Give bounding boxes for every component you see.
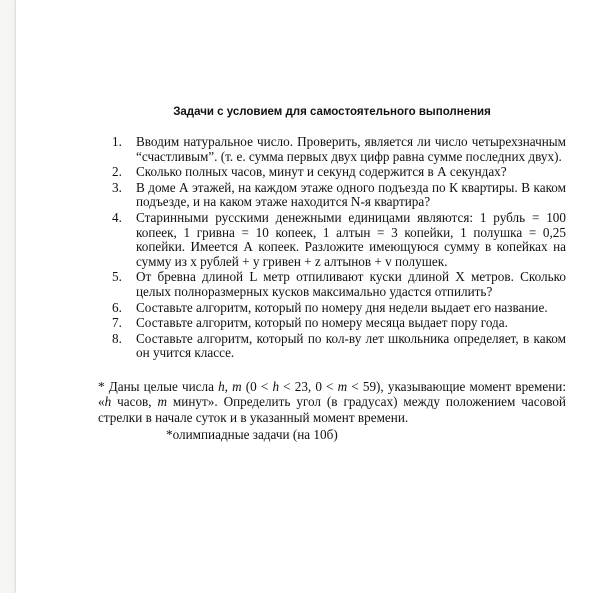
task-text: Старинными русскими денежными единицами являются: 1 рубль = 100 копеек, 1 гривна = 10 копеек, 1 алтын = 3 копейки, 1 полушка = 0,25 копейки. Имеется А копеек. Разложите имеющуюся сумму в копейках на сумму из x рублей + y гривен + z алтынов + v полушек. [136,209,566,269]
task-number: 3. [112,179,122,195]
extra-text: < 23, 0 < [279,379,338,394]
task-number: 7. [112,315,122,331]
extra-task-paragraph [98,379,566,425]
task-item [112,135,566,164]
task-text: Составьте алгоритм, который по номеру месяца выдает пору года. [136,315,508,331]
document-title: Задачи с условием для самостоятельного выполнения [173,106,491,118]
extra-text: (0 < [241,379,273,394]
extra-text: * Даны целые числа [98,379,219,394]
task-text: От бревна длиной L метр отпиливают куски длиной X метров. Сколько целых полноразмерных кусков максимально удастся отпилить? [136,269,566,299]
task-number: 6. [112,299,122,315]
task-number: 5. [112,269,122,285]
task-number: 2. [112,164,122,180]
task-item [112,316,566,331]
variable-h: h [218,379,225,394]
task-item [112,181,566,210]
variable-m: m [232,379,242,394]
variable-h: h [104,394,112,410]
task-item [112,270,566,299]
olympiad-note: *олимпиадные задачи (на 10б) [166,427,338,442]
task-number: 8. [112,330,122,346]
task-number: 1. [112,134,122,149]
extra-text: < 59), указывающие момент времени: « [98,379,567,410]
task-item [112,301,566,316]
variable-m: m [157,394,168,410]
task-item [112,165,566,180]
task-text: Составьте алгоритм, который по номеру дня недели выдает его название. [136,299,548,315]
extra-text: , [224,379,233,394]
task-text: Составьте алгоритм, который по кол-ву лет школьника определяет, в каком он учится классе. [136,330,566,361]
task-text: Вводим натуральное число. Проверить, является ли число четырехзначным “счастливым”. (т. е. сумма первых двух цифр равна сумме последних двух). [136,134,566,164]
task-item [112,211,566,269]
variable-m: m [337,379,348,394]
task-text: Сколько полных часов, минут и секунд содержится в А секундах? [136,164,507,180]
variable-h: h [272,379,280,394]
task-number: 4. [112,209,122,225]
task-list [112,135,566,362]
extra-text: минут». Определить угол (в градусах) между положением часовой стрелки в начале суток и в указанный момент времени. [98,394,566,425]
task-item [112,332,566,361]
task-text: В доме А этажей, на каждом этаже одного подъезда по К квартиры. В каком подъезде, и на каком этаже находится N-я квартира? [136,179,566,210]
extra-text: часов, [111,394,158,410]
document-page [16,0,591,593]
